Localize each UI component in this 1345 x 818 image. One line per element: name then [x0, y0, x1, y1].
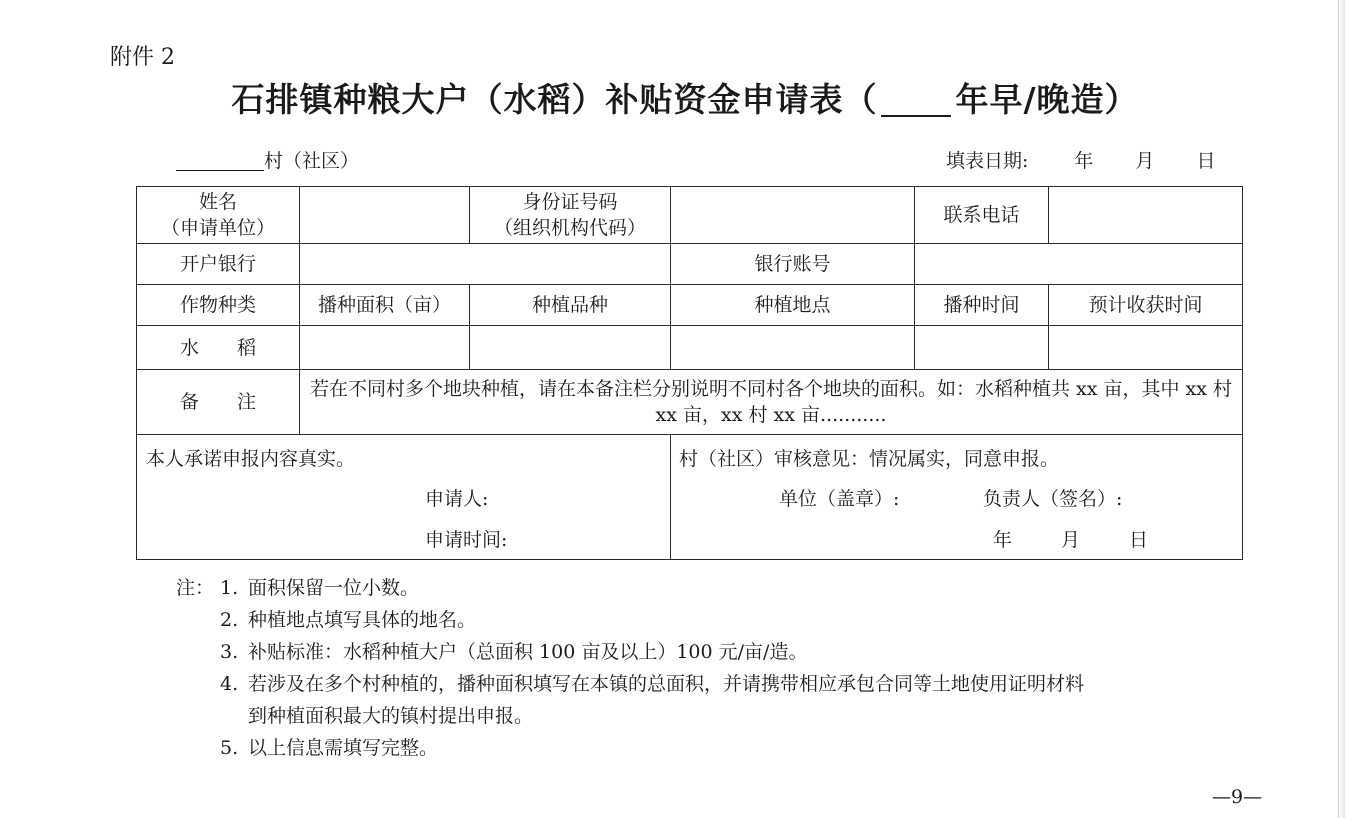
account-field[interactable] [915, 244, 1243, 285]
name-label-cell [137, 187, 300, 244]
audit-date-month: 月 [1061, 529, 1081, 551]
list-item [176, 668, 1084, 700]
pledge-cell[interactable] [137, 435, 671, 560]
title-text-after: 年早/晚造） [955, 80, 1139, 119]
audit-opinion-text: 村（社区）审核意见：情况属实，同意申报。 [679, 448, 1060, 470]
name-field[interactable] [300, 187, 470, 244]
table-row [137, 244, 1243, 285]
sowing-area-field[interactable] [300, 326, 470, 370]
column-header-variety: 种植品种 [470, 285, 671, 326]
application-form-table [136, 186, 1243, 560]
column-header-sowing-time: 播种时间 [915, 285, 1049, 326]
fill-date-day: 日 [1196, 150, 1216, 172]
table-row [137, 187, 1243, 244]
fill-date-month: 月 [1135, 150, 1155, 172]
unit-seal-label: 单位（盖章）: [779, 488, 900, 510]
remark-label: 备 注 [137, 370, 300, 435]
fill-date-year: 年 [1074, 150, 1094, 172]
variety-field[interactable] [470, 326, 671, 370]
note-number: 2. [220, 609, 239, 631]
list-item [176, 636, 1084, 668]
list-item [176, 604, 1084, 636]
note-text: 种植地点填写具体的地名。 [248, 609, 477, 631]
crop-rice-label: 水 稻 [137, 326, 300, 370]
id-label: 身份证号码 [522, 191, 618, 213]
name-label: 姓名 [198, 191, 237, 213]
location-field[interactable] [671, 326, 915, 370]
attachment-label: 附件 2 [110, 45, 175, 70]
note-text: 补贴标准：水稻种植大户（总面积 100 亩及以上）100 元/亩/造。 [248, 641, 808, 663]
fill-date [946, 146, 1215, 173]
note-text: 若涉及在多个村种植的，播种面积填写在本镇的总面积，并请携带相应承包合同等土地使用证明材料 [248, 673, 1085, 695]
note-text-continuation: 到种植面积最大的镇村提出申报。 [248, 705, 534, 727]
audit-cell[interactable] [671, 435, 1243, 560]
column-header-harvest-time: 预计收获时间 [1049, 285, 1243, 326]
name-label-sub: （申请单位） [160, 217, 275, 239]
id-label-cell [470, 187, 671, 244]
fill-date-label: 填表日期: [946, 150, 1029, 172]
bank-label: 开户银行 [137, 244, 300, 285]
bank-field[interactable] [300, 244, 671, 285]
apply-time-label: 申请时间: [425, 529, 508, 551]
remark-text: 若在不同村多个地块种植，请在本备注栏分别说明不同村各个地块的面积。如：水稻种植共 xx 亩，其中 xx 村 xx 亩，xx 村 xx 亩........... [300, 370, 1243, 435]
title-text-before: 石排镇种粮大户（水稻）补贴资金申请表（ [231, 80, 878, 119]
phone-label: 联系电话 [915, 187, 1049, 244]
column-header-sowing-area: 播种面积（亩） [300, 285, 470, 326]
note-number: 4. [220, 673, 239, 695]
audit-date-day: 日 [1129, 529, 1149, 551]
audit-date-year: 年 [993, 529, 1013, 551]
year-blank-line [881, 85, 951, 117]
village-line [176, 146, 359, 173]
note-number: 3. [220, 641, 239, 663]
column-header-crop-type: 作物种类 [137, 285, 300, 326]
table-row [137, 370, 1243, 435]
village-suffix: 村（社区） [264, 150, 360, 172]
account-label: 银行账号 [671, 244, 915, 285]
page-edge [1338, 0, 1345, 818]
phone-field[interactable] [1049, 187, 1243, 244]
responsible-signature-label: 负责人（签名）: [983, 488, 1123, 510]
applicant-label: 申请人: [425, 488, 489, 510]
notes-section [176, 572, 1084, 764]
form-title [150, 74, 1220, 121]
list-item [176, 572, 1084, 604]
table-row [137, 326, 1243, 370]
note-text: 以上信息需填写完整。 [248, 737, 439, 759]
table-row [137, 435, 1243, 560]
village-blank-line [176, 150, 264, 171]
id-label-sub: （组织机构代码） [493, 217, 646, 239]
pledge-text: 本人承诺申报内容真实。 [146, 448, 356, 470]
note-number: 1. [220, 577, 239, 599]
note-text: 面积保留一位小数。 [248, 577, 420, 599]
note-number: 5. [220, 737, 239, 759]
table-header-row [137, 285, 1243, 326]
notes-lead: 注： [176, 577, 215, 599]
page-number: —9— [1212, 786, 1263, 808]
sowing-time-field[interactable] [915, 326, 1049, 370]
harvest-time-field[interactable] [1049, 326, 1243, 370]
list-item [176, 732, 1084, 764]
list-item-continuation [176, 700, 1084, 732]
id-number-field[interactable] [671, 187, 915, 244]
column-header-location: 种植地点 [671, 285, 915, 326]
